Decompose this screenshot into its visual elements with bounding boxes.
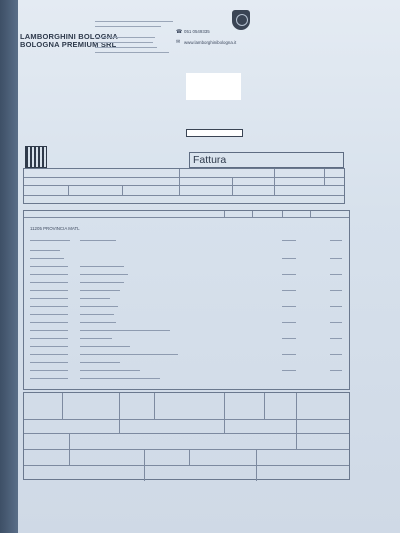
company-address-block	[95, 20, 175, 56]
mail-icon: ✉	[176, 39, 181, 45]
item-rows	[30, 236, 346, 386]
qr-code	[25, 146, 47, 168]
redacted-block	[186, 73, 241, 100]
table-first-row-code: 11205 PROVINCIA MATL	[30, 226, 80, 231]
company-phone: 051 0549335	[184, 29, 210, 34]
invoice-sheet	[18, 0, 400, 533]
company-email: www.lamborghinibologna.it	[184, 40, 237, 45]
phone-icon: ☎	[176, 29, 183, 35]
brand-logo-icon	[232, 10, 250, 30]
company-name-line1: LAMBORGHINI BOLOGNA	[20, 32, 118, 41]
redacted-barcode	[186, 129, 243, 137]
totals-grid	[23, 392, 350, 480]
document-title: Fattura	[189, 152, 344, 168]
company-name-line2: BOLOGNA PREMIUM SRL	[20, 40, 117, 49]
document-info-grid	[23, 168, 345, 204]
